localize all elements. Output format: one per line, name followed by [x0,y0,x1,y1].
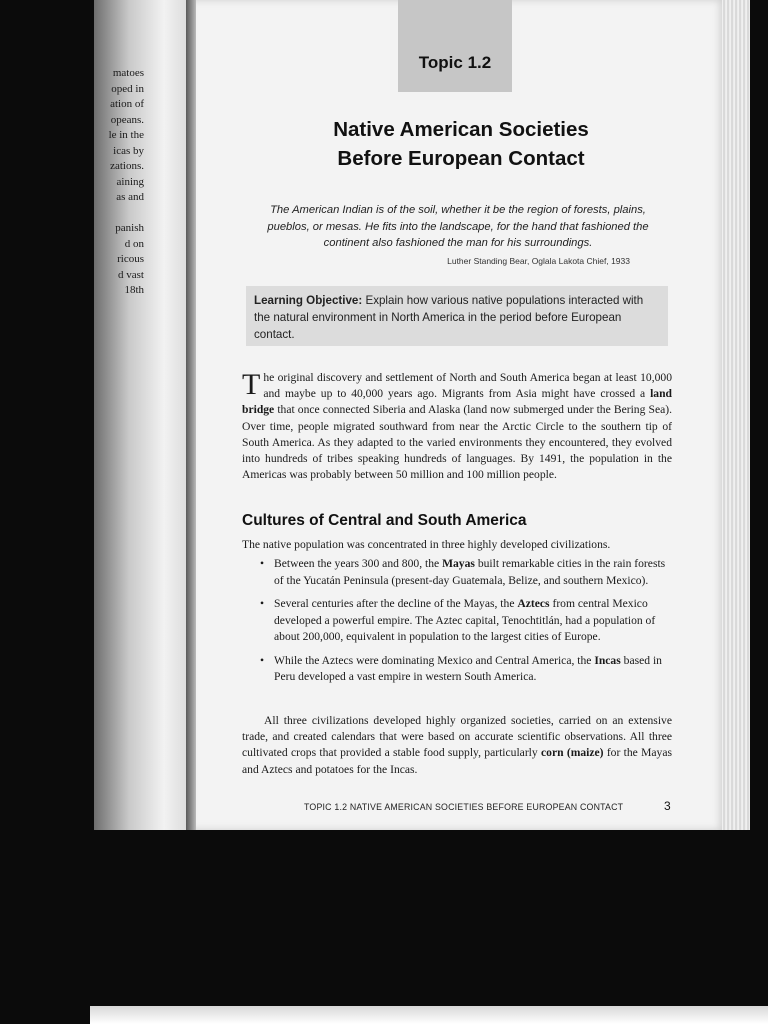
left-line: le in the [108,129,144,141]
page-title [256,115,666,173]
section-intro: The native population was concentrated in three highly developed civilizations. [242,538,611,551]
next-page-edge [90,1006,768,1024]
right-page [196,0,726,830]
page-stack-edge [722,0,750,830]
objective-text: Explain how various native populations interacted with the natural environment in North America in the period before European contact. [254,294,644,341]
civilizations-list [260,556,670,693]
left-line: as and [116,191,144,203]
list-item [260,556,670,589]
learning-objective-box [246,286,668,346]
left-line: icas by [113,144,144,157]
left-line: ation of [110,98,144,110]
closing-term-corn: corn (maize) [541,746,604,760]
intro-text-1: he original discovery and settlement of North and South America began at least 10,000 and maybe up to 40,000 years ago. Migrants from Asia might have crossed a [263,371,672,401]
left-line: panish [115,222,144,234]
section-heading: Cultures of Central and South America [242,512,527,529]
list-item-text: Between the years 300 and 800, the [274,557,443,570]
intro-text-2: that once connected Siberia and Alaska (land now submerged under the Bering Sea). Over time, people migrated southward from near the Arctic Circle to the southern tip of South America. As they adapted to the varied environments they encountered, they evolved into hundreds of tribes speaking hundreds of languages. By 1491, the population in the Americas was probably between 50 million and 100 million people. [242,403,672,482]
epigraph-quote: The American Indian is of the soil, whether it be the region of forests, plains, pueblos, or mesas. He fits into the landscape, for the hand that fashioned the continent also fashioned the man for his surroundings. [267,204,649,249]
list-item [260,653,670,686]
epigraph-attribution: Luther Standing Bear, Oglala Lakota Chief, 1933 [447,256,630,266]
objective-label: Learning Objective: [254,294,363,307]
drop-cap: T [242,368,261,401]
left-line: zations. [110,160,144,172]
bullet-icon: • [260,653,265,667]
list-item [260,596,670,646]
list-item-text: from central Mexico developed a powerful empire. The Aztec capital, Tenochtitlán, had a population of about 200,000, equivalent in population to the largest cities of Europe. [274,597,656,643]
closing-text-1: All three civilizations developed highly organized societies, carried on an extensive trade, and created calendars that were based on accurate scientific observations. All three cultivated crops that provided a stable food supply, particularly [242,714,672,760]
list-item-text: Several centuries after the decline of the Mayas, the [274,597,518,610]
left-page-edge [94,0,194,830]
list-item-text: based in Peru developed a vast empire in western South America. [274,653,662,683]
left-page-text [104,66,144,299]
intro-term-land-bridge: land bridge [242,387,672,417]
title-line-1: Native American Societies [333,118,589,141]
topic-banner [398,0,512,92]
list-item-text: built remarkable cities in the rain forests of the Yucatán Peninsula (present-day Guatemala, Belize, and southern Mexico). [274,557,666,587]
list-item-term: Aztecs [517,597,550,610]
closing-text-2: for the Mayas and Aztecs and potatoes for the Incas. [242,746,673,776]
intro-paragraph [242,370,672,483]
left-line: 18th [124,284,144,296]
list-item-text: While the Aztecs were dominating Mexico and Central America, the [274,653,595,667]
left-line [104,206,144,222]
list-item-term: Incas [594,653,621,667]
closing-paragraph [242,713,672,778]
left-line: ricous [117,253,144,265]
title-line-2: Before European Contact [337,147,585,170]
page-number: 3 [664,799,671,813]
left-line: oped in [111,82,144,95]
left-line: opeans. [110,113,144,126]
running-footer: TOPIC 1.2 NATIVE AMERICAN SOCIETIES BEFORE EUROPEAN CONTACT [304,802,624,812]
bullet-icon: • [260,597,265,610]
left-line: d on [124,237,144,250]
left-line: matoes [112,67,144,79]
left-line: d vast [118,268,144,281]
left-line: aining [116,175,144,188]
bullet-icon: • [260,557,265,570]
topic-label: Topic 1.2 [418,53,492,72]
list-item-term: Mayas [442,557,475,570]
